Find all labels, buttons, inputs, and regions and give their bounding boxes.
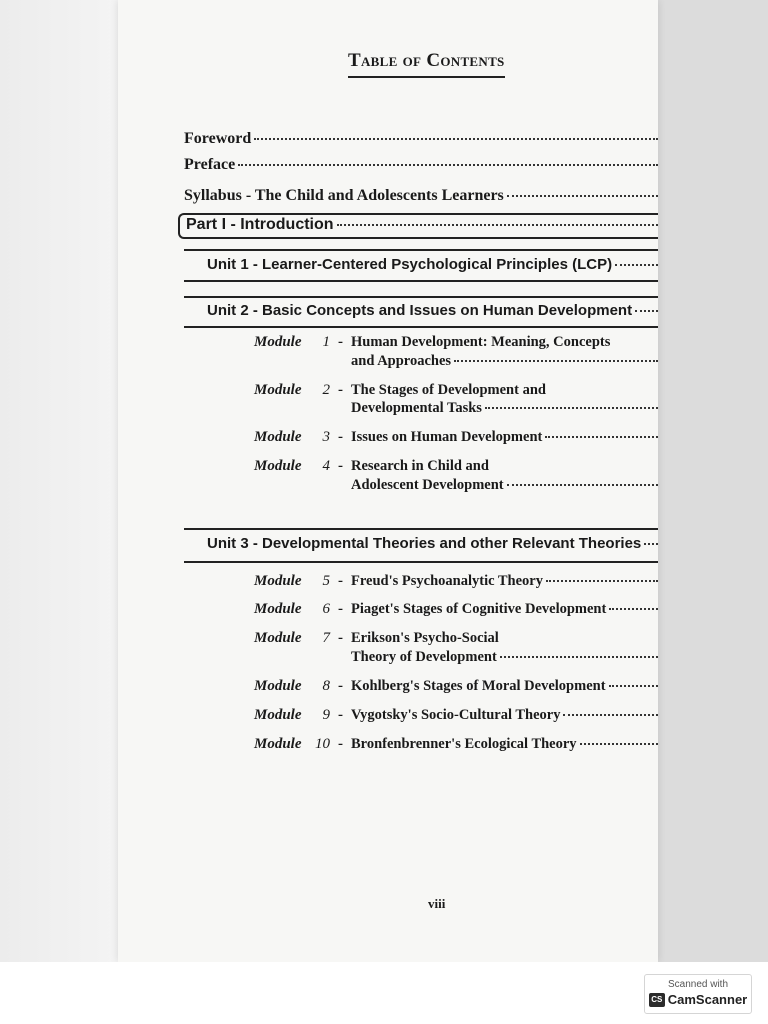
camscanner-badge	[644, 974, 752, 1014]
unit-rule-top	[184, 296, 658, 298]
unit-label: Unit 1 - Learner-Centered Psychological Principles (LCP)	[207, 256, 613, 273]
toc-entry-syllabus	[184, 187, 658, 205]
toc-entry-foreword	[184, 130, 658, 148]
module-dash: -	[338, 382, 343, 398]
module-title-line: Research in Child and	[351, 458, 489, 474]
module-word: Module	[254, 601, 302, 617]
module-word: Module	[254, 334, 302, 350]
module-title-line: Piaget's Stages of Cognitive Development	[351, 601, 607, 617]
module-number: 6	[322, 601, 330, 617]
toc-entry-unit-1	[207, 256, 658, 273]
module-2-title-line2	[351, 400, 658, 417]
module-1-title	[351, 334, 658, 351]
dot-leader	[500, 656, 658, 658]
dot-leader	[615, 264, 658, 266]
module-word: Module	[254, 678, 302, 694]
module-word: Module	[254, 429, 302, 445]
dot-leader	[454, 360, 658, 362]
module-dash: -	[338, 573, 343, 589]
module-word: Module	[254, 458, 302, 474]
dot-leader	[563, 714, 658, 716]
module-title-line: The Stages of Development and	[351, 382, 546, 398]
module-title-line: Human Development: Meaning, Concepts	[351, 334, 611, 350]
module-dash: -	[338, 678, 343, 694]
toc-entry-unit-2	[207, 302, 658, 319]
dot-leader	[580, 743, 658, 745]
toc-entry-label: Preface	[184, 156, 236, 173]
dot-leader	[609, 685, 658, 687]
module-number: 4	[322, 458, 330, 474]
badge-name: CamScanner	[667, 992, 748, 1007]
module-title-line: Freud's Psychoanalytic Theory	[351, 573, 543, 589]
module-8-title	[351, 678, 658, 695]
unit-rule-bottom	[184, 326, 658, 328]
unit-rule-top	[184, 528, 658, 530]
dot-leader	[635, 310, 658, 312]
badge-caption: Scanned with	[667, 979, 729, 990]
module-4-title-line2	[351, 477, 658, 494]
dot-leader	[644, 543, 658, 545]
unit-label: Unit 3 - Developmental Theories and other Relevant Theories	[207, 535, 642, 552]
module-word: Module	[254, 573, 302, 589]
module-7-title	[351, 630, 658, 647]
part-label: Part I - Introduction	[186, 216, 334, 233]
module-title-line: Erikson's Psycho-Social	[351, 630, 499, 646]
module-title-line: Theory of Development	[351, 649, 497, 665]
module-6-title	[351, 601, 658, 618]
module-dash: -	[338, 736, 343, 752]
module-title-line: and Approaches	[351, 353, 452, 369]
module-title-line: Issues on Human Development	[351, 429, 543, 445]
module-title-line: Vygotsky's Socio-Cultural Theory	[351, 707, 561, 723]
module-word: Module	[254, 707, 302, 723]
unit-rule-bottom	[184, 561, 658, 563]
page-title: Table of Contents	[348, 50, 505, 78]
dot-leader	[238, 164, 658, 166]
toc-entry-preface	[184, 156, 658, 174]
module-dash: -	[338, 601, 343, 617]
scan-margin-left	[0, 0, 118, 1024]
module-3-title	[351, 429, 658, 446]
module-word: Module	[254, 382, 302, 398]
module-dash: -	[338, 334, 343, 350]
unit-rule-top	[184, 249, 658, 251]
module-7-title-line2	[351, 649, 658, 666]
page-number: viii	[428, 896, 446, 911]
module-number: 3	[322, 429, 330, 445]
dot-leader	[254, 138, 658, 140]
module-number: 10	[315, 736, 330, 752]
unit-rule-bottom	[184, 280, 658, 282]
dot-leader	[545, 436, 658, 438]
toc-entry-label: Foreword	[184, 130, 252, 147]
dot-leader	[507, 195, 658, 197]
dot-leader	[507, 484, 658, 486]
module-dash: -	[338, 630, 343, 646]
module-number: 8	[322, 678, 330, 694]
module-10-title	[351, 736, 658, 753]
module-2-title	[351, 382, 658, 399]
module-title-line: Kohlberg's Stages of Moral Development	[351, 678, 606, 694]
toc-entry-part-1	[186, 216, 658, 234]
module-number: 5	[322, 573, 330, 589]
dot-leader	[337, 224, 658, 226]
dot-leader	[609, 608, 658, 610]
badge-brand	[645, 992, 751, 1007]
dot-leader	[546, 580, 658, 582]
module-number: 1	[322, 334, 330, 350]
dot-leader	[485, 407, 658, 409]
unit-label: Unit 2 - Basic Concepts and Issues on Human Development	[207, 302, 633, 319]
module-dash: -	[338, 429, 343, 445]
module-dash: -	[338, 458, 343, 474]
module-title-line: Developmental Tasks	[351, 400, 482, 416]
module-word: Module	[254, 630, 302, 646]
toc-entry-label: Syllabus - The Child and Adolescents Learners	[184, 187, 504, 204]
module-1-title-line2	[351, 353, 658, 370]
module-title-line: Bronfenbrenner's Ecological Theory	[351, 736, 577, 752]
module-number: 9	[322, 707, 330, 723]
module-word: Module	[254, 736, 302, 752]
camscanner-logo-icon: CS	[649, 993, 665, 1007]
module-4-title	[351, 458, 658, 475]
module-title-line: Adolescent Development	[351, 477, 504, 493]
module-number: 2	[322, 382, 330, 398]
module-number: 7	[322, 630, 330, 646]
toc-entry-unit-3	[207, 535, 658, 552]
module-9-title	[351, 707, 658, 724]
module-dash: -	[338, 707, 343, 723]
module-5-title	[351, 573, 658, 590]
